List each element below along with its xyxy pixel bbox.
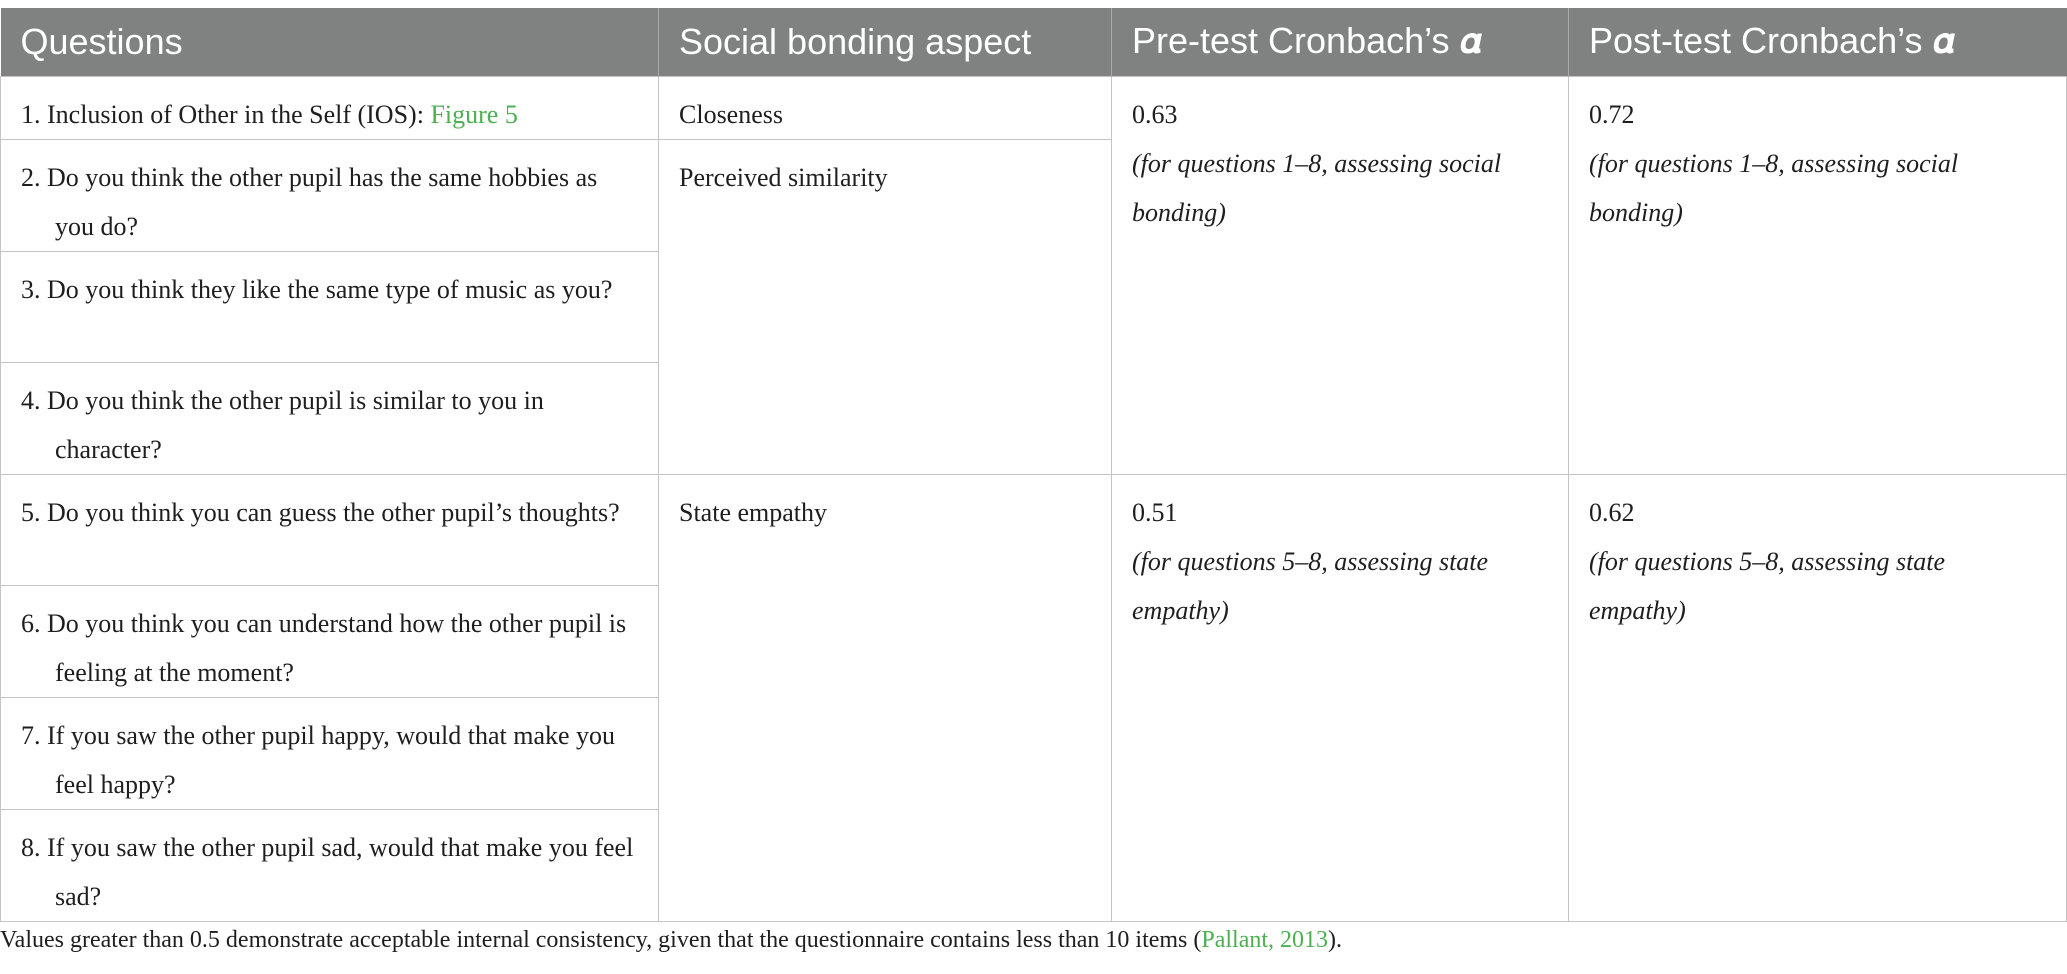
- question-cell: 4. Do you think the other pupil is similar to you in character?: [1, 362, 659, 474]
- question-cell: 5. Do you think you can guess the other pupil’s thoughts?: [1, 474, 659, 585]
- footnote-end: ).: [1328, 927, 1343, 953]
- post-value: 0.62: [1589, 497, 1635, 527]
- post-value-cell: [1569, 474, 2067, 921]
- question-cell: 6. Do you think you can understand how the other pupil is feeling at the moment?: [1, 585, 659, 697]
- post-note: (for questions 5–8, assessing state empathy): [1589, 546, 1946, 625]
- question-cell: 2. Do you think the other pupil has the same hobbies as you do?: [1, 139, 659, 251]
- question-cell: 3. Do you think they like the same type of music as you?: [1, 251, 659, 362]
- cronbach-table: [0, 8, 2067, 922]
- question-text: 1. Inclusion of Other in the Self (IOS):: [21, 99, 431, 129]
- footnote-text: Values greater than 0.5 demonstrate acceptable internal consistency, given that the questionnaire contains less than 10 items (: [0, 927, 1202, 953]
- header-questions: Questions: [1, 8, 659, 76]
- question-cell: 7. If you saw the other pupil happy, would that make you feel happy?: [1, 697, 659, 809]
- post-note: (for questions 1–8, assessing social bonding): [1589, 148, 1959, 227]
- aspect-cell: Perceived similarity: [659, 139, 1112, 474]
- table-row: [1, 76, 2067, 139]
- pre-note: (for questions 5–8, assessing state empathy): [1132, 546, 1489, 625]
- aspect-cell: State empathy: [659, 474, 1112, 921]
- figure-link[interactable]: Figure 5: [430, 99, 518, 129]
- table-container: [0, 8, 2066, 922]
- post-value: 0.72: [1589, 99, 1635, 129]
- post-value-cell: [1569, 76, 2067, 474]
- citation-link[interactable]: Pallant, 2013: [1201, 927, 1329, 953]
- question-cell: 8. If you saw the other pupil sad, would that make you feel sad?: [1, 809, 659, 921]
- pre-value: 0.63: [1132, 99, 1178, 129]
- table-footnote: [0, 927, 1342, 954]
- table-header-row: [1, 8, 2067, 76]
- aspect-cell: Closeness: [659, 76, 1112, 139]
- pre-value: 0.51: [1132, 497, 1178, 527]
- header-aspect: Social bonding aspect: [659, 8, 1112, 76]
- question-cell: [1, 76, 659, 139]
- header-posttest: Post-test Cronbach’s 𝜶: [1569, 8, 2067, 76]
- pre-value-cell: [1112, 474, 1569, 921]
- table-row: [1, 474, 2067, 585]
- pre-value-cell: [1112, 76, 1569, 474]
- header-pretest: Pre-test Cronbach’s 𝜶: [1112, 8, 1569, 76]
- pre-note: (for questions 1–8, assessing social bonding): [1132, 148, 1502, 227]
